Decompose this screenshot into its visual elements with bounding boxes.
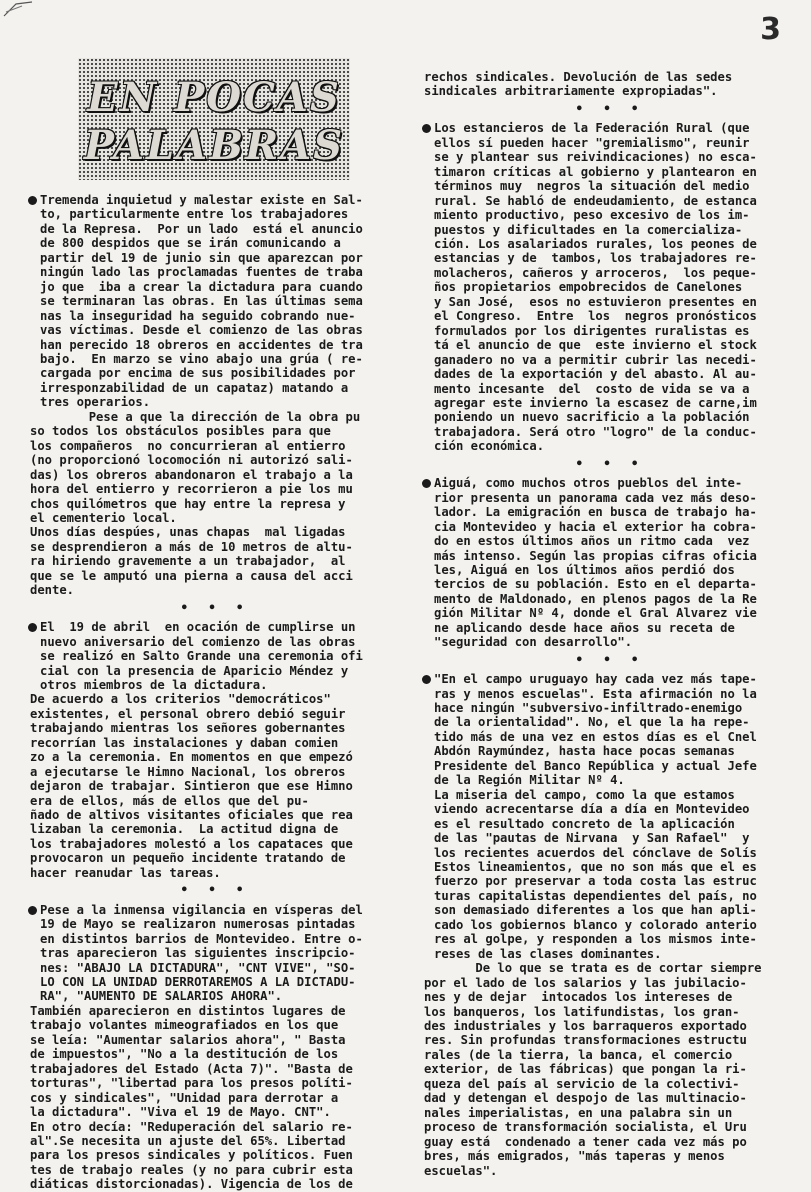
text-line: de la Represa. Por un lado está el anuncio — [40, 221, 363, 236]
text-line: agregar este invierno la escasez de carne,im — [434, 395, 757, 410]
text-line: se y plantear sus reivindicaciones) no esca- — [434, 150, 757, 165]
text-line: fuerzo por preservar a toda costa las estruc — [434, 874, 757, 889]
text-line: do en estos últimos años un ritmo cada vez — [434, 534, 750, 549]
text-line: formulados por los dirigentes ruralistas es — [434, 323, 750, 338]
text-line: mento de Maldonado, en plenos pagos de la Re — [434, 591, 757, 606]
text-line: Aiguá, como muchos otros pueblos del inte- — [434, 476, 743, 491]
text-line: ne aplicando desde hace años su receta de — [434, 620, 735, 635]
text-line: También aparecieron en distintos lugares de — [30, 1003, 346, 1018]
text-line: ños propietarios empobrecidos de Canelones — [434, 280, 743, 295]
text-line: res. Sin profundas transformaciones estructu — [424, 1033, 747, 1048]
text-line: trabajo volantes mimeografiados en los que — [30, 1018, 339, 1033]
text-line: estancias y de tambos, los trabajadores re- — [434, 251, 757, 266]
text-line: viendo acrecentarse día a día en Montevideo — [434, 802, 750, 817]
text-line: en distintos barrios de Montevideo. Entre o- — [40, 931, 363, 946]
text-line: De acuerdo a los criterios "democráticos" — [30, 692, 331, 707]
text-line: tes de trabajo reales (y no para cubrir esta — [30, 1162, 353, 1177]
news-item — [424, 476, 796, 649]
text-line: reses de las clases dominantes. — [434, 946, 662, 961]
text-line: de impuestos", "No a la destitución de los — [30, 1047, 339, 1062]
news-paragraph — [424, 961, 796, 1178]
text-line: hace ningún "subversivo-infiltrado-enemigo — [434, 701, 743, 716]
text-line: res al golpe, y responden a los mismos inte- — [434, 932, 757, 947]
text-line: ra hiriendo gravemente a un trabajador, al — [30, 554, 346, 569]
text-line: de las "pautas de Nirvana y San Rafael" y — [434, 831, 750, 846]
text-line: puestos y dificultades en la comercializa- — [434, 222, 743, 237]
text-line: "seguridad con desarrollo". — [434, 635, 633, 650]
text-line: En otro decía: "Reduperación del salario re- — [30, 1119, 353, 1134]
text-line: dad y detengan el despojo de las multinacio- — [424, 1091, 747, 1106]
text-line: nes y de dejar intocados los intereses de — [424, 990, 733, 1005]
text-line: más intenso. Según las propias cifras oficia — [434, 548, 757, 563]
text-line: das) los obreros abandonaron el trabajo a la — [30, 467, 353, 482]
text-line: les, Aiguá en los últimos años perdió dos — [434, 562, 735, 577]
text-line: Tremenda inquietud y malestar existe en Sal- — [40, 193, 363, 207]
right-column — [424, 70, 796, 1178]
text-line: lizaban la ceremonia. La actitud digna de — [30, 822, 339, 837]
section-separator: • • • — [575, 456, 645, 472]
text-line: la dictadura". "Viva el 19 de Mayo. CNT". — [30, 1105, 331, 1120]
text-line: era de ellos, más de ellos que del pu- — [30, 793, 309, 808]
news-paragraph — [424, 70, 796, 99]
text-line: se terminaran las obras. En las últimas sema — [40, 294, 363, 309]
page-number: 3 — [760, 12, 781, 47]
text-line: des industriales y los barraqueros exportado — [424, 1019, 747, 1033]
text-line: trabajadores del Estado (Acta 7)". "Basta de — [30, 1061, 353, 1076]
bullet-icon — [28, 196, 37, 205]
text-line: torturas", "libertad para los presos políti- — [30, 1076, 353, 1091]
corner-scribble-mark — [2, 0, 36, 18]
text-line: Pese a la inmensa vigilancia en vísperas del — [40, 902, 363, 917]
text-line: tá el anuncio de que este invierno el stock — [434, 338, 757, 353]
text-line: hacer reanudar las tareas. — [30, 865, 221, 880]
text-line: to, particularmente entre los trabajadores — [40, 207, 349, 222]
text-line: se realizó en Salto Grande una ceremonia ofi — [40, 649, 363, 664]
text-line: jo que iba a crear la dictadura para cuando — [40, 279, 363, 294]
text-line: bres, más emigrados, "más taperas y menos — [424, 1149, 725, 1164]
text-line: exterior, de las fábricas) que pongan la ri- — [424, 1062, 747, 1077]
text-line: han perecido 18 obreros en accidentes de tra — [40, 337, 363, 352]
text-line: 19 de Mayo se realizaron numerosas pintadas — [40, 917, 356, 932]
text-line: lador. La emigración en busca de trabajo ha- — [434, 505, 757, 520]
text-line: y San José, esos no estuvieron presentes en — [434, 294, 757, 309]
title-line-2: PALABRAS — [83, 122, 345, 169]
text-line: los banqueros, los latifundistas, los gran- — [424, 1004, 740, 1019]
text-line: ras y menos escuelas". Esta afirmación no la — [434, 686, 757, 701]
title-banner — [78, 58, 350, 180]
text-line: ellos sí pueden hacer "gremialismo", reunir — [434, 135, 750, 150]
text-line: De lo que se trata es de cortar siempre — [424, 961, 762, 976]
text-line: bajo. En marzo se vino abajo una grúa ( re- — [40, 351, 363, 366]
text-line: nales imperialistas, en una palabra sin un — [424, 1105, 733, 1120]
news-paragraph — [30, 410, 400, 598]
text-line: partir del 19 de junio sin que aparezcan por — [40, 250, 363, 265]
text-line: dades de la exportación y del abasto. Al au- — [434, 367, 757, 382]
text-line: molacheros, cañeros y arroceros, los peque- — [434, 265, 757, 280]
text-line: recorrían las instalaciones y daban comien — [30, 735, 339, 750]
text-line: tras aparecieron las siguientes inscripcio- — [40, 946, 356, 961]
text-line: guay está condenado a tener cada vez más po — [424, 1134, 747, 1149]
text-line: de 800 despidos que se irán comunicando a — [40, 236, 341, 251]
text-line: otros miembros de la dictadura. — [40, 677, 268, 692]
text-line: Unos días despúes, unas chapas mal ligadas — [30, 525, 346, 540]
text-line: ción económica. — [434, 439, 545, 454]
news-item — [424, 121, 796, 453]
text-line: La miseria del campo, como la que estamos — [434, 787, 735, 802]
news-item — [424, 672, 796, 961]
text-line: se leía: "Aumentar salarios ahora", " Basta — [30, 1032, 346, 1047]
text-line: rural. Se habló de endeudamiento, de estanca — [434, 193, 757, 208]
text-line: so todos los obstáculos posibles para que — [30, 424, 331, 439]
text-line: los trabajadores molestó a los capataces que — [30, 836, 353, 851]
text-line: ción. Los asalariados rurales, los peones de — [434, 236, 757, 251]
text-line: Los estancieros de la Federación Rural (que — [434, 121, 750, 136]
text-line: zo a la ceremonia. En momentos en que empezó — [30, 750, 353, 765]
text-line: cargada por encima de sus posibilidades por — [40, 366, 356, 381]
text-line: trabajadora. Será otro "logro" de la conduc- — [434, 424, 757, 439]
text-line: dente. — [30, 583, 75, 598]
text-line: rior presenta un panorama cada vez más deso- — [434, 490, 757, 505]
text-line: el cementerio local. — [30, 510, 177, 525]
text-line: de la Región Militar Nº 4. — [434, 773, 625, 788]
text-line: proceso de transformación socialista, el Uru — [424, 1120, 747, 1135]
text-line: diáticas distorcionadas). Vigencia de los de — [30, 1177, 353, 1192]
text-line: para los presos sindicales y políticos. Fuen — [30, 1148, 353, 1163]
text-line: tercios de su población. Esto en el departa- — [434, 577, 757, 592]
text-line: timaron críticas al gobierno y plantearon en — [434, 164, 757, 179]
bullet-icon — [28, 906, 37, 915]
text-line: vas víctimas. Desde el comienzo de las obras — [40, 323, 363, 338]
text-line: tido más de una vez en estos días es el Cnel — [434, 729, 757, 744]
text-line: los recientes acuerdos del cónclave de Solís — [434, 845, 757, 860]
text-line: Estos lineamientos, que no son más que el es — [434, 860, 757, 875]
news-item — [30, 620, 400, 692]
text-line: RA", "AUMENTO DE SALARIOS AHORA". — [40, 989, 283, 1004]
text-line: Pese a que la dirección de la obra pu — [30, 409, 361, 424]
section-separator: • • • — [180, 600, 250, 616]
text-line: queza del país al servicio de la colectivi- — [424, 1076, 740, 1091]
text-line: a ejecutarse le Himno Nacional, los obreros — [30, 764, 346, 779]
text-line: cial con la presencia de Aparicio Méndez y — [40, 663, 349, 678]
text-line: nas la inseguridad ha seguido cobrando nue- — [40, 308, 356, 323]
text-line: se desprendieron a más de 10 metros de altu- — [30, 539, 353, 554]
text-line: Presidente del Banco República y actual Jefe — [434, 758, 757, 773]
text-line: los compañeros no concurrieran al entierro — [30, 438, 346, 453]
text-line: LO CON LA UNIDAD DERROTAREMOS A LA DICTADU- — [40, 975, 356, 990]
text-line: gión Militar Nº 4, donde el Gral Alvarez vie — [434, 606, 757, 621]
text-line: que se le amputó una pierna a causa del acci — [30, 568, 353, 583]
text-line: escuelas". — [424, 1163, 498, 1178]
text-line: por el lado de los salarios y las jubilacio- — [424, 975, 747, 990]
text-line: cado los gobiernos blanco y colorado anterio — [434, 917, 757, 932]
section-separator: • • • — [575, 101, 645, 117]
text-line: dejaron de trabajar. Sintieron que ese Himno — [30, 779, 353, 794]
text-line: ñado de altivos visitantes oficiales que rea — [30, 808, 353, 823]
text-line: nuevo aniversario del comienzo de las obras — [40, 634, 356, 649]
text-line: de la orientalidad". No, el que la ha repe- — [434, 715, 750, 730]
text-line: (no proporcionó locomoción ni autorizó sali- — [30, 453, 353, 468]
text-line: son demasiado diferentes a los que han apli- — [434, 903, 757, 918]
text-line: trabajando mientras los señores gobernantes — [30, 721, 346, 736]
text-line: existentes, el personal obrero debió seguir — [30, 706, 346, 721]
news-paragraph — [30, 692, 400, 880]
text-line: al".Se necesita un ajuste del 65%. Libertad — [30, 1134, 346, 1148]
text-line: poniendo un nuevo sacrificio a la población — [434, 410, 750, 425]
text-line: provocaron un pequeño incidente tratando de — [30, 851, 346, 866]
text-line: irresponzabilidad de un capataz) matando a — [40, 380, 349, 395]
text-line: miento productivo, peso excesivo de los im- — [434, 208, 750, 223]
text-line: rechos sindicales. Devolución de las sedes — [424, 70, 733, 84]
text-line: "En el campo uruguayo hay cada vez más tape- — [434, 672, 757, 687]
text-line: es el resultado concreto de la aplicación — [434, 816, 735, 831]
title-line-1: EN POCAS — [87, 74, 341, 121]
left-column — [30, 193, 400, 1192]
text-line: ganadero no va a permitir cubrir las necedi- — [434, 352, 757, 367]
section-separator: • • • — [180, 883, 250, 899]
section-separator: • • • — [575, 652, 645, 668]
news-item — [30, 193, 400, 410]
text-line: tres operarios. — [40, 395, 151, 410]
text-line: Abdón Raymúndez, hasta hace pocas semanas — [434, 744, 735, 759]
text-line: rales (de la tierra, la banca, el comercio — [424, 1047, 733, 1062]
text-line: mento incesante del costo de vida se va a — [434, 381, 750, 396]
text-line: ningún lado las proclamadas fuentes de traba — [40, 265, 363, 280]
text-line: cia Montevideo y hacia el exterior ha cobra- — [434, 519, 757, 534]
text-line: términos muy negros la situación del medio — [434, 179, 750, 194]
text-line: El 19 de abril en ocación de cumplirse un — [40, 620, 356, 635]
news-item — [30, 903, 400, 1004]
text-line: chos quilómetros que hay entre la represa y — [30, 496, 346, 511]
news-paragraph — [30, 1004, 400, 1192]
text-line: el Congreso. Entre los negros pronósticos — [434, 309, 757, 324]
text-line: hora del entierro y recorrieron a pie los mu — [30, 482, 353, 497]
text-line: cos y sindicales", "Unidad para derrotar a — [30, 1090, 339, 1105]
text-line: sindicales arbitrariamente expropiadas". — [424, 84, 718, 99]
text-line: nes: "ABAJO LA DICTADURA", "CNT VIVE", "SO- — [40, 960, 356, 975]
text-line: turas capitalistas dependientes del país, no — [434, 888, 757, 903]
